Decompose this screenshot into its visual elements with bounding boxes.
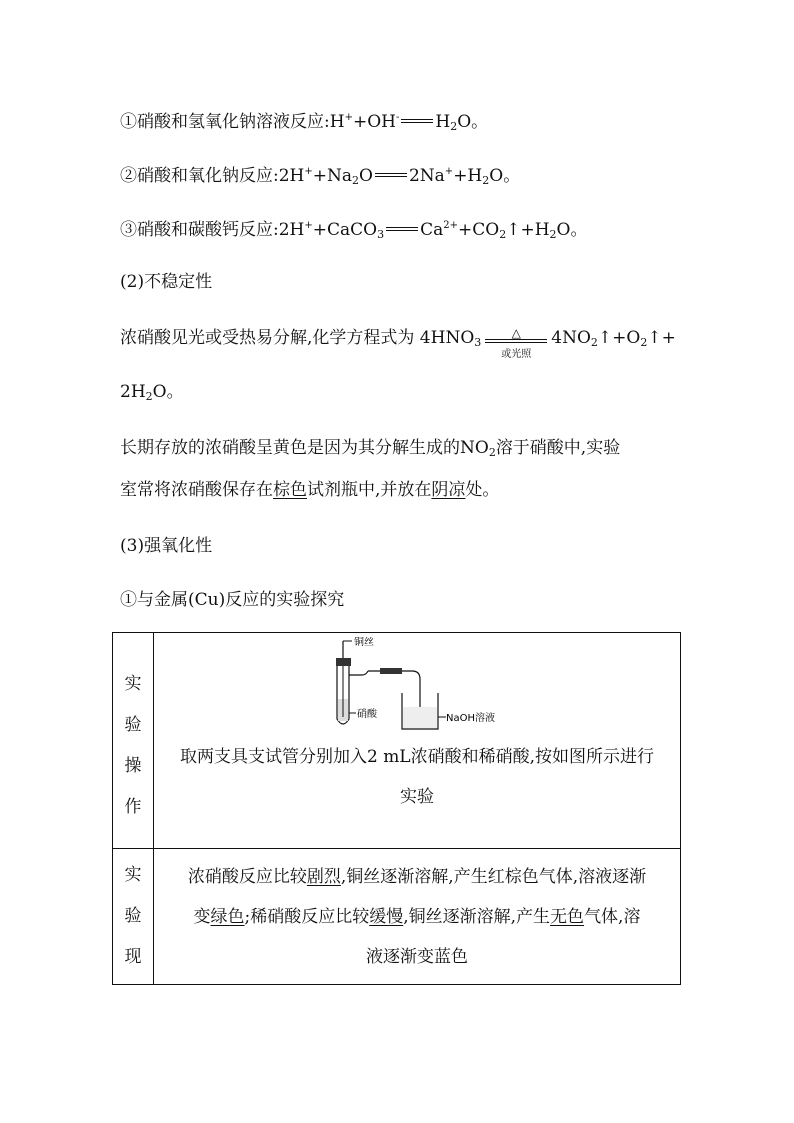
decomposition-equation-cont [120,380,184,409]
p1-text: ↑+ [647,328,676,348]
answer-blank: 棕色 [273,480,307,500]
eq3-mid: +CaCO [312,220,378,240]
eq2-left: ②硝酸和氧化钠反应:2H [120,166,305,186]
header-char: 现 [124,947,142,967]
eq3-end: O。 [556,220,588,240]
eq1-sup: - [395,112,400,123]
row-header-operation [113,633,154,849]
p1-text: O。 [152,382,184,402]
header-char: 实 [124,673,142,694]
eq3-sup: + [304,220,313,231]
p3-text: 试剂瓶中,并放在 [307,480,432,500]
heat-symbol: △ [511,325,521,340]
naoh-label: NaOH溶液 [446,713,495,724]
equals-sign [375,173,407,177]
equation-line-1 [120,106,488,139]
section-heading-oxidizing: (3)强氧化性 [120,536,213,556]
p2-text: 长期存放的浓硝酸呈黄色是因为其分解生成的NO [120,438,489,458]
section-heading-instability: (2)不稳定性 [120,272,213,292]
equation-line-2 [120,160,520,193]
eq1-sub: 2 [450,120,458,133]
operation-text-line: 实验 [400,787,434,807]
row-header-phenomenon [113,849,154,985]
answer-blank: 绿色 [210,906,245,927]
storage-paragraph-line-1 [120,436,620,465]
p1-text: 浓硝酸见光或受热易分解,化学方程式为 4HNO [120,328,475,348]
apparatus-diagram [322,637,512,737]
phenomenon-line: 浓硝酸反应比较剧烈,铜丝逐渐溶解,产生红棕色气体,溶液逐渐 [187,866,647,887]
p1-sub: 2 [590,336,598,349]
eq2-mid: +Na [312,166,353,186]
header-char: 验 [124,714,142,735]
wire-label: 铜丝 [354,637,374,648]
eq2-mid: O [359,166,373,186]
p2-text: 溶于硝酸中,实验 [495,438,621,458]
equation-line-3 [120,214,587,247]
p2-sub: 2 [488,446,496,459]
operation-content [154,633,681,849]
eq1-sup: + [344,112,353,123]
subheading-copper-experiment: ①与金属(Cu)反应的实验探究 [120,590,345,610]
p1-sub: 2 [145,390,153,403]
equals-sign [401,119,433,123]
header-char: 操 [124,755,142,776]
answer-blank: 阴凉 [431,480,466,500]
equals-sign [386,227,418,231]
eq3-sub: 2 [499,228,507,241]
eq1-right: H [435,112,451,132]
decomposition-equation-line [120,325,676,360]
p1-text: ↑+O [597,328,641,348]
experiment-table [112,632,681,985]
storage-paragraph-line-2 [120,478,499,502]
header-char: 验 [124,906,142,926]
eq1-mid: +OH [352,112,396,132]
header-char: 实 [124,865,142,885]
header-char: 作 [124,796,142,817]
eq1-end: O。 [457,112,489,132]
phenomenon-content [154,849,681,985]
operation-text-line: 取两支具支试管分别加入2 mL浓硝酸和稀硝酸,按如图所示进行 [179,747,655,767]
p1-sub: 3 [474,336,482,349]
p1-sub: 2 [640,336,648,349]
light-condition: 或光照 [501,348,532,360]
eq2-sup: + [304,166,313,177]
phenomenon-line: 变绿色;稀硝酸反应比较缓慢,铜丝逐渐溶解,产生无色气体,溶 [193,906,641,927]
eq3-right: Ca [420,220,444,240]
answer-blank: 缓慢 [369,906,404,927]
eq2-sub: 2 [352,174,360,187]
table-row-phenomenon [113,849,681,985]
eq1-left: ①硝酸和氢氧化钠溶液反应:H [120,112,345,132]
eq2-right: +H [453,166,483,186]
p3-text: 室常将浓硝酸保存在 [120,480,273,500]
eq2-right: 2Na [408,166,445,186]
p1-text: 2H [120,382,146,402]
eq2-sub: 2 [482,174,490,187]
operation-text [162,737,672,817]
eq3-right: ↑+H [506,220,550,240]
answer-blank: 剧烈 [306,866,341,887]
eq2-sup: + [444,166,454,177]
phenomenon-line: 液逐渐变蓝色 [366,946,468,967]
table-row-operation [113,633,681,849]
eq3-sub: 3 [377,228,385,241]
eq2-end: O。 [489,166,521,186]
p1-text: 4NO [551,328,591,348]
eq3-sup: 2+ [443,220,459,231]
eq3-left: ③硝酸和碳酸钙反应:2H [120,220,305,240]
eq3-sub: 2 [549,228,557,241]
reaction-condition [481,325,551,360]
p3-text: 处。 [465,480,500,500]
answer-blank: 无色 [550,906,585,927]
eq3-right: +CO [458,220,500,240]
acid-label: 硝酸 [357,709,377,720]
